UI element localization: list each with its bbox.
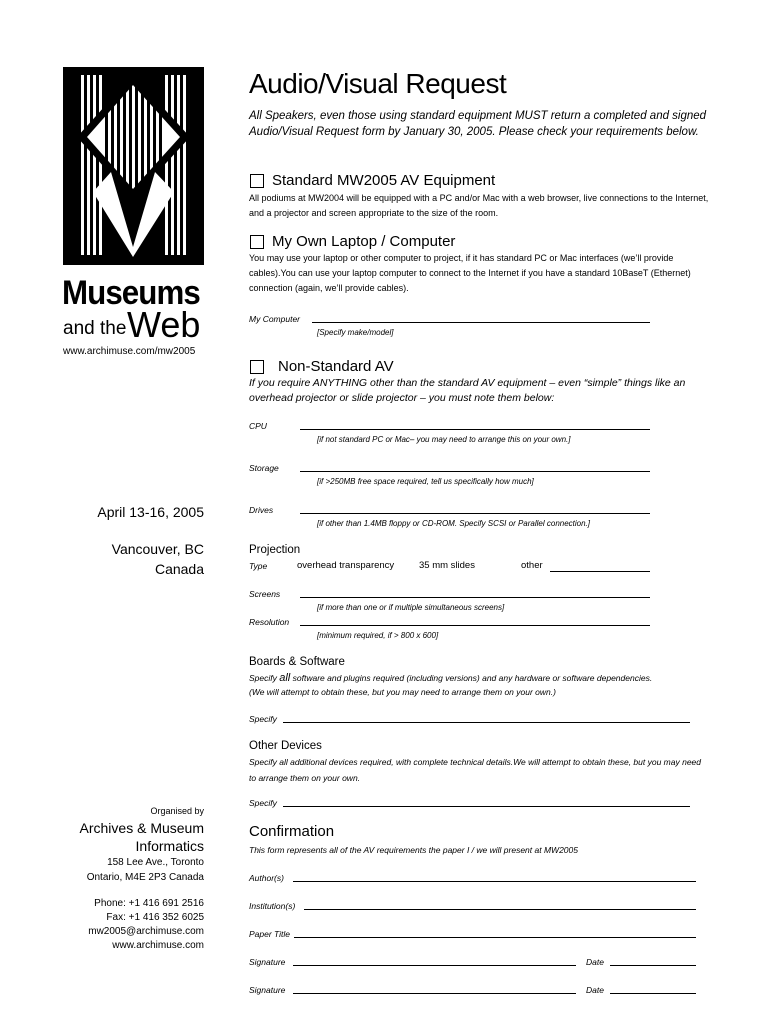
- drives-label: Drives: [249, 505, 274, 515]
- projection-option-overhead[interactable]: overhead transparency: [297, 560, 395, 571]
- organiser-web: www.archimuse.com: [112, 940, 204, 951]
- projection-option-other[interactable]: other: [521, 560, 543, 571]
- paper-title-label: Paper Title: [249, 929, 291, 939]
- storage-hint: [if >250MB free space required, tell us specifically how much]: [317, 477, 534, 486]
- drives-hint: [if other than 1.4MB floppy or CD-ROM. Specify SCSI or Parallel connection.]: [317, 519, 591, 528]
- date-1-label: Date: [586, 957, 604, 967]
- projection-type-label: Type: [249, 561, 268, 571]
- my-computer-hint: [Specify make/model]: [317, 328, 394, 337]
- nonstandard-av-checkbox[interactable]: [250, 360, 264, 374]
- form-intro: All Speakers, even those using standard equipment MUST return a completed and signed Audio/Visual Request form by January 30, 2005. Please check your requirements below.: [249, 110, 707, 138]
- organiser-address2: Ontario, M4E 2P3 Canada: [86, 872, 204, 883]
- devices-specify-label: Specify: [249, 798, 277, 808]
- confirmation-heading: Confirmation: [249, 823, 335, 840]
- date-2-field[interactable]: [610, 993, 696, 994]
- nonstandard-av-text: If you require ANYTHING other than the standard AV equipment – even “simple” things like an overhead projector or slide projector – you must note them below:: [249, 377, 686, 404]
- event-city: Vancouver, BC: [111, 541, 204, 557]
- date-1-field[interactable]: [610, 965, 696, 966]
- standard-equipment-checkbox[interactable]: [250, 174, 264, 188]
- boards-specify-field[interactable]: [283, 722, 690, 723]
- my-computer-label: My Computer: [249, 314, 301, 324]
- paper-title-field[interactable]: [294, 937, 696, 938]
- cpu-label: CPU: [249, 421, 267, 431]
- signature-1-field[interactable]: [293, 965, 576, 966]
- authors-field[interactable]: [293, 881, 696, 882]
- logo-museums-text: Museums: [62, 274, 200, 312]
- own-laptop-checkbox[interactable]: [250, 235, 264, 249]
- institution-field[interactable]: [304, 909, 696, 910]
- organiser-phone: Phone: +1 416 691 2516: [94, 898, 204, 909]
- authors-label: Author(s): [249, 873, 284, 883]
- resolution-field[interactable]: [300, 625, 650, 626]
- signature-2-label: Signature: [249, 985, 286, 995]
- date-2-label: Date: [586, 985, 604, 995]
- institution-label: Institution(s): [249, 901, 296, 911]
- organiser-name-line2: Informatics: [135, 838, 204, 854]
- storage-label: Storage: [249, 463, 279, 473]
- nonstandard-av-heading: Non-Standard AV: [278, 358, 394, 375]
- logo-web-text: Web: [127, 304, 201, 345]
- logo-url: www.archimuse.com/mw2005: [63, 346, 196, 357]
- boards-text-part-b: software and plugins required (including versions) and any hardware or software dependencies.: [290, 673, 653, 683]
- boards-software-note: (We will attempt to obtain these, but you may need to arrange them on your own.): [249, 687, 556, 697]
- organiser-address1: 158 Lee Ave., Toronto: [107, 857, 204, 868]
- boards-text-part-a: Specify: [249, 673, 280, 683]
- museums-web-logo-mark: [63, 67, 204, 265]
- my-computer-field[interactable]: [312, 322, 650, 323]
- standard-equipment-text: All podiums at MW2004 will be equipped with a PC and/or Mac with a web browser, live connections to the Internet, and a projector and screen appropriate to the size of the room.: [249, 193, 709, 218]
- screens-label: Screens: [249, 589, 281, 599]
- projection-heading: Projection: [249, 544, 301, 556]
- organiser-email: mw2005@archimuse.com: [88, 926, 204, 937]
- resolution-hint: [minimum required, if > 800 x 600]: [317, 631, 439, 640]
- boards-text-all: all: [279, 672, 291, 684]
- projection-other-field[interactable]: [550, 571, 650, 572]
- signature-2-field[interactable]: [293, 993, 576, 994]
- event-country: Canada: [154, 561, 204, 577]
- own-laptop-heading: My Own Laptop / Computer: [272, 233, 456, 250]
- other-devices-text: Specify all additional devices required, with complete technical details.We will attempt to obtain these, but you may need to arrange them on your own.: [249, 757, 702, 783]
- other-devices-heading: Other Devices: [249, 740, 322, 752]
- logo-stripes-graphic: [63, 67, 204, 265]
- organiser-label: Organised by: [150, 806, 204, 816]
- own-laptop-text: You may use your laptop or other computer to project, if it has standard PC or Mac interfaces (we’ll provide cables).You can use your laptop computer to connect to the Internet if you have a standard 10BaseT (Ethernet) connection (again, we’ll provide cables).: [249, 253, 691, 293]
- boards-specify-label: Specify: [249, 714, 277, 724]
- signature-1-label: Signature: [249, 957, 286, 967]
- form-title: Audio/Visual Request: [249, 68, 507, 99]
- boards-software-heading: Boards & Software: [249, 656, 345, 668]
- logo-and-the-text: and the: [63, 318, 127, 339]
- standard-equipment-heading: Standard MW2005 AV Equipment: [272, 172, 496, 189]
- storage-field[interactable]: [300, 471, 650, 472]
- drives-field[interactable]: [300, 513, 650, 514]
- devices-specify-field[interactable]: [283, 806, 690, 807]
- event-dates: April 13-16, 2005: [97, 504, 204, 520]
- resolution-label: Resolution: [249, 617, 290, 627]
- confirmation-text: This form represents all of the AV requirements the paper I / we will present at MW2005: [249, 845, 578, 855]
- screens-hint: [if more than one or if multiple simultaneous screens]: [317, 603, 505, 612]
- organiser-fax: Fax: +1 416 352 6025: [106, 912, 204, 923]
- cpu-hint: [if not standard PC or Mac– you may need to arrange this on your own.]: [317, 435, 571, 444]
- projection-option-slides[interactable]: 35 mm slides: [419, 560, 475, 571]
- organiser-name-line1: Archives & Museum: [79, 820, 204, 836]
- screens-field[interactable]: [300, 597, 650, 598]
- cpu-field[interactable]: [300, 429, 650, 430]
